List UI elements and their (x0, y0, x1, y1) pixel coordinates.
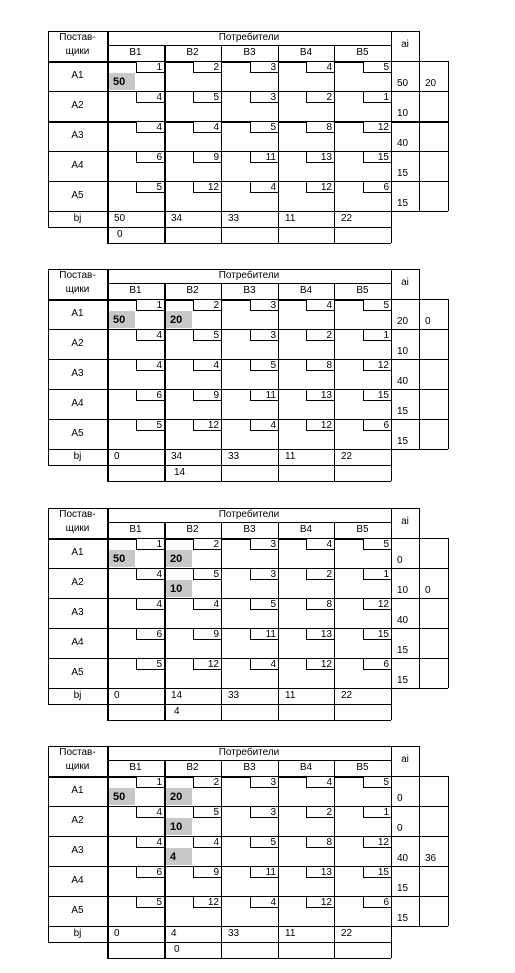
cost-box: 13 (306, 629, 334, 640)
transport-table (48, 746, 448, 958)
suppliers-header: щики (65, 761, 90, 772)
cost-box: 5 (250, 837, 278, 848)
bj-value: 0 (114, 451, 120, 462)
cost-box: 6 (363, 420, 391, 431)
cost-box: 1 (363, 807, 391, 818)
bj-value: 22 (341, 213, 353, 224)
grid-line (107, 760, 391, 761)
bj-value: 0 (114, 928, 120, 939)
cost-box: 12 (363, 837, 391, 848)
column-header: B3 (243, 762, 256, 773)
grid-line (107, 508, 109, 720)
ai-value: 15 (397, 883, 409, 894)
bj-value: 14 (171, 690, 183, 701)
suppliers-header: Постав- (59, 270, 96, 281)
allocation-value: 10 (170, 821, 183, 833)
ai-value: 50 (397, 78, 409, 89)
bj-residual: 0 (117, 229, 123, 240)
suppliers-header: Постав- (59, 32, 96, 43)
cost-box: 15 (363, 629, 391, 640)
cost-box: 9 (193, 867, 221, 878)
cost-box: 4 (136, 360, 164, 371)
bj-label: bj (73, 690, 82, 701)
cost-box: 4 (193, 360, 221, 371)
bj-value: 22 (341, 451, 353, 462)
cost-box: 4 (136, 807, 164, 818)
cost-box: 11 (250, 629, 278, 640)
cost-box: 5 (363, 300, 391, 311)
grid-line (391, 746, 392, 958)
bj-residual: 0 (174, 944, 180, 955)
bj-value: 0 (114, 690, 120, 701)
ai-value: 0 (397, 555, 403, 566)
allocation-value: 10 (170, 583, 183, 595)
cost-box: 1 (136, 539, 164, 550)
cost-box: 6 (136, 867, 164, 878)
bj-value: 33 (228, 928, 240, 939)
cost-box: 12 (306, 897, 334, 908)
cost-box: 4 (193, 837, 221, 848)
row-label: A5 (71, 190, 84, 201)
ai-value: 0 (397, 793, 403, 804)
grid-line (448, 538, 449, 688)
cost-box: 11 (250, 867, 278, 878)
grid-line (448, 61, 449, 211)
suppliers-header: щики (65, 284, 90, 295)
cost-box: 9 (193, 629, 221, 640)
grid-line (107, 746, 109, 958)
allocation-value: 50 (113, 791, 126, 803)
grid-line (107, 31, 109, 243)
grid-line (48, 704, 391, 705)
cost-box: 3 (250, 330, 278, 341)
cost-box: 2 (306, 330, 334, 341)
column-header: B5 (356, 762, 369, 773)
column-header: B4 (299, 285, 313, 296)
cost-box: 2 (306, 92, 334, 103)
grid-line (221, 760, 222, 958)
bj-value: 33 (228, 213, 240, 224)
cost-box: 3 (250, 777, 278, 788)
bj-value: 34 (171, 451, 183, 462)
cost-box: 6 (136, 152, 164, 163)
grid-line (107, 481, 391, 482)
ai-value: 40 (397, 376, 409, 387)
grid-line (278, 760, 279, 958)
cost-box: 1 (136, 62, 164, 73)
bj-label: bj (73, 928, 82, 939)
transport-table (48, 269, 448, 481)
cost-box: 2 (193, 539, 221, 550)
ai-value: 15 (397, 913, 409, 924)
cost-box: 12 (193, 659, 221, 670)
column-header: B2 (186, 524, 199, 535)
row-label: A3 (71, 130, 84, 141)
ai-header: ai (401, 277, 409, 288)
suppliers-header: щики (65, 523, 90, 534)
cost-box: 12 (193, 897, 221, 908)
ai-value: 15 (397, 406, 409, 417)
ai-value: 10 (397, 585, 409, 596)
row-label: A5 (71, 667, 84, 678)
row-label: A1 (71, 547, 84, 558)
allocation-value: 20 (170, 314, 183, 326)
grid-line (164, 760, 166, 958)
bj-value: 11 (285, 213, 296, 224)
cost-box: 4 (306, 539, 334, 550)
grid-line (419, 746, 420, 926)
grid-line (334, 760, 335, 958)
grid-line (391, 31, 419, 32)
suppliers-header: Постав- (59, 509, 96, 520)
cost-box: 1 (136, 777, 164, 788)
cost-box: 4 (136, 599, 164, 610)
ai-value: 15 (397, 675, 409, 686)
grid-line (164, 283, 166, 481)
column-header: B1 (129, 285, 142, 296)
ai-value: 15 (397, 645, 409, 656)
row-label: A2 (71, 577, 84, 588)
grid-line (48, 227, 391, 228)
grid-line (391, 746, 419, 747)
cost-box: 15 (363, 867, 391, 878)
cost-box: 12 (363, 599, 391, 610)
row-label: A4 (71, 637, 84, 648)
row-label: A4 (71, 398, 84, 409)
cost-box: 4 (136, 569, 164, 580)
ai-value: 40 (397, 853, 409, 864)
grid-line (419, 31, 420, 211)
column-header: B5 (356, 47, 369, 58)
grid-line (107, 45, 391, 46)
cost-box: 4 (306, 300, 334, 311)
cost-box: 6 (363, 897, 391, 908)
transport-table (48, 508, 448, 720)
cost-box: 6 (136, 629, 164, 640)
cost-box: 12 (306, 659, 334, 670)
column-header: B3 (243, 285, 256, 296)
grid-line (391, 508, 419, 509)
bj-value: 50 (114, 213, 126, 224)
cost-box: 12 (306, 420, 334, 431)
cost-box: 3 (250, 62, 278, 73)
cost-box: 12 (306, 182, 334, 193)
cost-box: 2 (193, 777, 221, 788)
cost-box: 6 (363, 182, 391, 193)
cost-box: 5 (193, 92, 221, 103)
cost-box: 15 (363, 152, 391, 163)
grid-line (278, 522, 279, 720)
grid-line (221, 45, 222, 243)
bj-value: 11 (285, 451, 296, 462)
cost-box: 5 (250, 599, 278, 610)
cost-box: 4 (250, 182, 278, 193)
cost-box: 2 (193, 62, 221, 73)
row-label: A3 (71, 607, 84, 618)
grid-line (107, 720, 391, 721)
cost-box: 5 (363, 62, 391, 73)
column-header: B3 (243, 47, 256, 58)
cost-box: 11 (250, 390, 278, 401)
cost-box: 1 (136, 300, 164, 311)
grid-line (221, 522, 222, 720)
cost-box: 13 (306, 390, 334, 401)
row-label: A2 (71, 338, 84, 349)
cost-box: 5 (363, 777, 391, 788)
bj-value: 11 (285, 690, 296, 701)
ai-residual: 0 (425, 585, 431, 596)
grid-line (107, 283, 391, 284)
row-label: A2 (71, 815, 84, 826)
cost-box: 5 (136, 420, 164, 431)
cost-box: 9 (193, 390, 221, 401)
cost-box: 5 (363, 539, 391, 550)
consumers-header: Потребители (218, 509, 280, 520)
cost-box: 2 (306, 569, 334, 580)
grid-line (391, 31, 392, 243)
cost-box: 4 (136, 330, 164, 341)
column-header: B4 (299, 524, 313, 535)
cost-box: 5 (136, 897, 164, 908)
column-header: B2 (186, 285, 199, 296)
cost-box: 2 (306, 807, 334, 818)
grid-line (391, 269, 392, 481)
ai-value: 20 (397, 316, 409, 327)
cost-box: 5 (136, 659, 164, 670)
cost-box: 8 (306, 837, 334, 848)
cost-box: 12 (193, 182, 221, 193)
row-label: A1 (71, 70, 84, 81)
cost-box: 3 (250, 539, 278, 550)
ai-value: 15 (397, 436, 409, 447)
grid-line (107, 958, 391, 959)
cost-box: 11 (250, 152, 278, 163)
ai-residual: 20 (425, 78, 437, 89)
grid-line (107, 269, 109, 481)
grid-line (48, 942, 391, 943)
cost-box: 8 (306, 122, 334, 133)
consumers-header: Потребители (218, 32, 280, 43)
bj-value: 22 (341, 928, 353, 939)
column-header: B1 (129, 47, 142, 58)
cost-box: 12 (363, 360, 391, 371)
ai-value: 40 (397, 138, 409, 149)
cost-box: 5 (193, 330, 221, 341)
grid-line (107, 243, 391, 244)
cost-box: 3 (250, 300, 278, 311)
row-label: A3 (71, 368, 84, 379)
cost-box: 4 (250, 897, 278, 908)
ai-header: ai (401, 754, 409, 765)
cost-box: 4 (306, 777, 334, 788)
cost-box: 3 (250, 569, 278, 580)
consumers-header: Потребители (218, 747, 280, 758)
row-label: A5 (71, 905, 84, 916)
cost-box: 8 (306, 599, 334, 610)
column-header: B4 (299, 762, 313, 773)
cost-box: 12 (193, 420, 221, 431)
ai-value: 40 (397, 615, 409, 626)
allocation-value: 20 (170, 553, 183, 565)
ai-residual: 0 (425, 316, 431, 327)
suppliers-header: щики (65, 46, 90, 57)
cost-box: 2 (193, 300, 221, 311)
grid-line (334, 283, 335, 481)
column-header: B1 (129, 762, 142, 773)
bj-value: 34 (171, 213, 183, 224)
cost-box: 5 (193, 807, 221, 818)
grid-line (164, 522, 166, 720)
grid-line (391, 508, 392, 720)
bj-residual: 14 (174, 467, 186, 478)
bj-value: 33 (228, 451, 240, 462)
cost-box: 5 (250, 122, 278, 133)
bj-value: 22 (341, 690, 353, 701)
cost-box: 9 (193, 152, 221, 163)
grid-line (278, 45, 279, 243)
ai-value: 10 (397, 346, 409, 357)
allocation-value: 4 (170, 851, 177, 863)
grid-line (448, 776, 449, 926)
grid-line (391, 269, 419, 270)
column-header: B1 (129, 524, 142, 535)
cost-box: 4 (136, 92, 164, 103)
column-header: B2 (186, 762, 199, 773)
cost-box: 5 (136, 182, 164, 193)
cost-box: 8 (306, 360, 334, 371)
cost-box: 15 (363, 390, 391, 401)
ai-residual: 36 (425, 853, 437, 864)
allocation-value: 20 (170, 791, 183, 803)
column-header: B5 (356, 524, 369, 535)
ai-value: 0 (397, 823, 403, 834)
grid-line (107, 522, 391, 523)
grid-line (334, 45, 335, 243)
consumers-header: Потребители (218, 270, 280, 281)
column-header: B3 (243, 524, 256, 535)
cost-box: 4 (250, 420, 278, 431)
row-label: A5 (71, 428, 84, 439)
cost-box: 4 (136, 122, 164, 133)
grid-line (164, 45, 166, 243)
row-label: A1 (71, 785, 84, 796)
row-label: A3 (71, 845, 84, 856)
grid-line (419, 508, 420, 688)
column-header: B4 (299, 47, 313, 58)
column-header: B5 (356, 285, 369, 296)
bj-label: bj (73, 451, 82, 462)
bj-residual: 4 (174, 706, 180, 717)
allocation-value: 50 (113, 314, 126, 326)
allocation-value: 50 (113, 76, 126, 88)
cost-box: 5 (250, 360, 278, 371)
grid-line (278, 283, 279, 481)
cost-box: 4 (193, 122, 221, 133)
grid-line (334, 522, 335, 720)
suppliers-header: Постав- (59, 747, 96, 758)
cost-box: 4 (193, 599, 221, 610)
ai-header: ai (401, 516, 409, 527)
cost-box: 13 (306, 867, 334, 878)
allocation-value: 50 (113, 553, 126, 565)
ai-value: 15 (397, 198, 409, 209)
cost-box: 3 (250, 92, 278, 103)
cost-box: 12 (363, 122, 391, 133)
cost-box: 13 (306, 152, 334, 163)
grid-line (221, 283, 222, 481)
cost-box: 6 (363, 659, 391, 670)
bj-label: bj (73, 213, 82, 224)
grid-line (448, 299, 449, 449)
cost-box: 1 (363, 92, 391, 103)
cost-box: 3 (250, 807, 278, 818)
row-label: A4 (71, 875, 84, 886)
bj-value: 11 (285, 928, 296, 939)
cost-box: 5 (193, 569, 221, 580)
column-header: B2 (186, 47, 199, 58)
ai-value: 10 (397, 108, 409, 119)
row-label: A2 (71, 100, 84, 111)
cost-box: 4 (136, 837, 164, 848)
grid-line (48, 465, 391, 466)
cost-box: 4 (250, 659, 278, 670)
cost-box: 6 (136, 390, 164, 401)
cost-box: 4 (306, 62, 334, 73)
transport-table (48, 31, 448, 243)
ai-header: ai (401, 39, 409, 50)
bj-value: 33 (228, 690, 240, 701)
cost-box: 1 (363, 330, 391, 341)
cost-box: 1 (363, 569, 391, 580)
ai-value: 15 (397, 168, 409, 179)
row-label: A1 (71, 308, 84, 319)
grid-line (419, 269, 420, 449)
row-label: A4 (71, 160, 84, 171)
bj-value: 4 (171, 928, 177, 939)
